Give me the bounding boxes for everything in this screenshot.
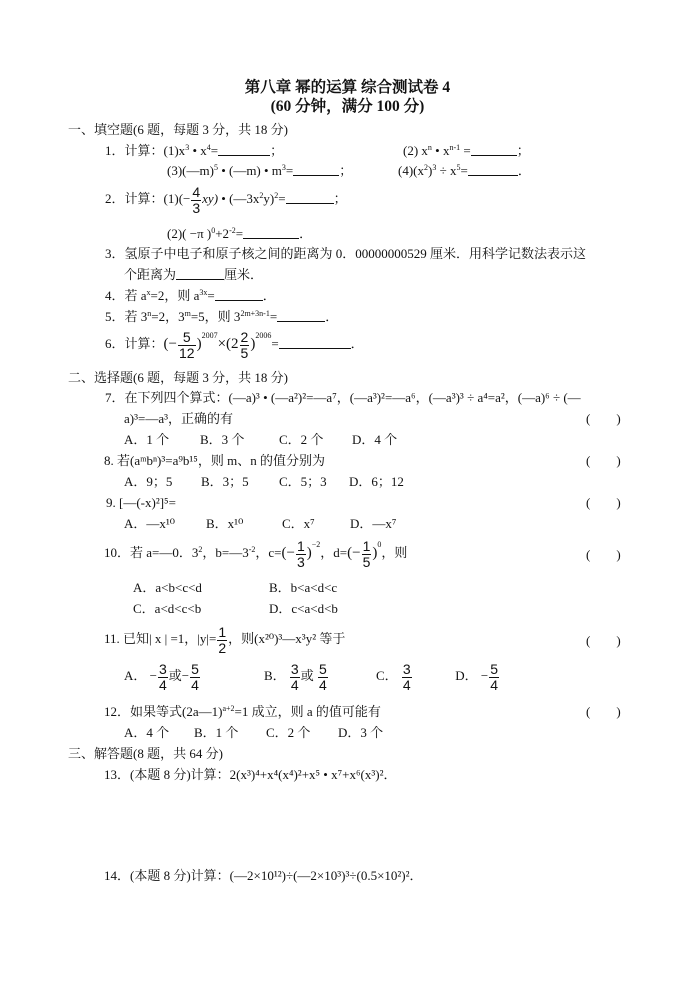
- exponent: 3: [281, 163, 286, 172]
- question-3-line-1: 3．氢原子中电子和原子核之间的距离为 0．00000000529 厘米．用科学记数法表示这: [105, 246, 587, 261]
- answer-paren-q7[interactable]: [586, 412, 621, 425]
- question-7-line-2: a)³=—a³，正确的有: [124, 411, 233, 426]
- sign: −: [149, 668, 157, 684]
- q6-text: (−: [163, 336, 177, 353]
- q2-label: 2．计算：: [105, 191, 164, 207]
- or-text: 或: [300, 668, 314, 684]
- fraction: [158, 662, 168, 692]
- question-1-part-1: [105, 143, 283, 157]
- q1-label: 1．计算：: [105, 143, 164, 158]
- option-b[interactable]: [264, 662, 376, 692]
- punct: ．: [299, 226, 313, 241]
- q2-p2-text: (2)( −π ): [167, 226, 212, 241]
- denominator: 12: [178, 344, 195, 361]
- fraction: [217, 625, 227, 655]
- answer-blank[interactable]: [471, 143, 517, 156]
- option-c[interactable]: C．5；3: [279, 474, 327, 489]
- option-b[interactable]: B．b<a<d<c: [269, 580, 338, 595]
- option-a[interactable]: A．9；5: [124, 474, 173, 489]
- question-6: [105, 330, 364, 360]
- q6-text: ): [196, 336, 202, 353]
- q6-label: 6．计算：: [105, 336, 164, 352]
- numerator: 4: [192, 184, 201, 200]
- answer-paren-q12[interactable]: [586, 705, 621, 718]
- q10-text: ，c=: [255, 545, 282, 561]
- numerator: 3: [402, 661, 411, 677]
- option-c[interactable]: C．2 个: [279, 432, 324, 447]
- paren-open: (: [586, 495, 591, 510]
- q4-text: 4．若 a: [105, 288, 147, 303]
- q2-p2-text: +2: [215, 226, 230, 241]
- numerator: 5: [490, 661, 499, 677]
- q2-p1-text: =: [278, 191, 286, 207]
- paren-close: ): [616, 411, 621, 426]
- numerator: 1: [296, 538, 305, 554]
- answer-blank[interactable]: [176, 267, 224, 280]
- answer-blank[interactable]: [277, 309, 325, 322]
- exponent: −2: [311, 540, 321, 550]
- q1-p4-text: (4)(x: [398, 163, 424, 178]
- question-10-options-row-1: [133, 581, 337, 594]
- q1-p1-text: (1)x: [163, 143, 186, 158]
- q4-text: =2，则 a: [150, 288, 200, 303]
- question-8: 8. 若(aᵐbⁿ)³=a⁹b¹⁵，则 m、n 的值分别为: [104, 453, 325, 468]
- option-b[interactable]: B．1 个: [194, 725, 239, 740]
- punct: ．: [517, 163, 531, 178]
- q12-text: 12．如果等式(2a—1): [104, 704, 223, 719]
- option-b[interactable]: B．x¹⁰: [206, 516, 244, 531]
- denominator: 4: [158, 676, 167, 693]
- paren-close: ): [616, 704, 621, 719]
- paren-open: (: [586, 633, 591, 648]
- exponent: x: [146, 288, 151, 297]
- paren-open: (: [586, 547, 591, 562]
- option-c[interactable]: C．x⁷: [282, 516, 315, 531]
- fraction: [191, 185, 201, 215]
- denominator: 4: [402, 676, 411, 693]
- exponent: 4: [206, 143, 211, 152]
- q1-p1-text: • x: [189, 143, 207, 158]
- question-10: [104, 539, 407, 569]
- fraction: [318, 662, 328, 692]
- exponent: 2: [274, 191, 279, 201]
- q10-text: (−: [347, 545, 361, 562]
- question-11: [104, 625, 345, 655]
- question-3-line-2: [124, 267, 263, 281]
- q10-text: ，d=: [320, 545, 348, 561]
- option-label: D．: [455, 668, 478, 684]
- q10-text: ): [372, 545, 378, 562]
- option-d[interactable]: [452, 661, 500, 693]
- numerator: 5: [178, 330, 196, 346]
- exponent: 2: [424, 163, 428, 172]
- answer-paren-q10[interactable]: [586, 548, 621, 561]
- q3-text: 厘米．: [224, 267, 264, 282]
- exponent: n-1: [449, 143, 461, 152]
- exponent: 2: [259, 191, 264, 201]
- q11-text: ，则(x²⁰)³—x³y² 等于: [228, 631, 346, 647]
- q6-text: =: [271, 336, 279, 352]
- answer-blank[interactable]: [218, 143, 270, 156]
- answer-blank[interactable]: [293, 163, 339, 176]
- paren-close: ): [616, 547, 621, 562]
- question-9: 9. [—(-x)²]⁵=: [106, 495, 176, 510]
- exponent: 5: [213, 163, 218, 172]
- q10-text: ): [306, 545, 312, 562]
- q2-p1-text: y): [263, 191, 275, 207]
- exponent: 2007: [201, 331, 218, 341]
- question-11-options: [124, 662, 500, 692]
- question-12-options: [124, 726, 383, 739]
- punct: ；: [339, 163, 353, 178]
- q5-text: 5．若 3: [105, 309, 148, 324]
- paren-close: ): [616, 453, 621, 468]
- punct: ．: [350, 336, 364, 352]
- exponent: a+2: [222, 704, 235, 713]
- numerator: 3: [158, 661, 167, 677]
- denominator: 4: [191, 676, 199, 693]
- punct: ．: [325, 309, 339, 324]
- option-d[interactable]: D．c<a<d<b: [269, 601, 338, 616]
- denominator: 3: [296, 553, 305, 570]
- denominator: 4: [290, 676, 299, 693]
- exponent: n: [427, 143, 432, 152]
- question-1-part-3: [167, 163, 352, 177]
- exponent: 0: [211, 226, 216, 235]
- denominator: 4: [490, 676, 499, 693]
- numerator: 2: [240, 329, 249, 345]
- q5-text: =5，则 3: [190, 309, 241, 324]
- option-a[interactable]: A．—x¹⁰: [124, 516, 175, 531]
- q6-text: ): [250, 336, 256, 353]
- option-d[interactable]: D．6；12: [349, 474, 404, 489]
- paren-close: ): [616, 633, 621, 648]
- paren-open: (: [586, 704, 591, 719]
- q1-p4-text: ÷ x: [436, 163, 457, 178]
- punct: ．: [262, 288, 276, 303]
- option-label: B．: [264, 668, 286, 684]
- answer-blank[interactable]: [215, 288, 263, 301]
- denominator: 4: [318, 676, 327, 693]
- option-c[interactable]: [376, 662, 452, 692]
- exponent: -2: [229, 226, 236, 235]
- option-label: C．: [376, 668, 398, 684]
- answer-paren-q11[interactable]: [586, 634, 621, 647]
- page-title: 第八章 幂的运算 综合测试卷 4: [244, 79, 451, 96]
- q2-p1-text: xy): [202, 191, 219, 207]
- or-text: 或: [168, 668, 182, 684]
- punct: ；: [516, 143, 530, 158]
- fraction: [290, 662, 300, 692]
- answer-paren-q8[interactable]: [586, 454, 621, 467]
- q1-p2-text: =: [460, 143, 471, 158]
- option-a[interactable]: A．a<b<c<d: [133, 580, 202, 595]
- exponent: 5: [456, 163, 461, 172]
- question-10-options-row-2: [133, 602, 338, 615]
- q1-p3-text: • (—m) • m: [217, 163, 282, 178]
- exponent: 3x: [199, 288, 208, 297]
- q10-text: ，b=—3: [202, 545, 249, 561]
- q1-p4-text: =: [460, 163, 468, 178]
- question-13: 13．(本题 8 分)计算：2(x³)⁴+x⁴(x⁴)²+x⁵ • x⁷+x⁶(x³)²．: [104, 767, 397, 782]
- question-9-options: [124, 517, 396, 530]
- q1-p1-text: =: [210, 143, 219, 158]
- exponent: 2m+3n-1: [240, 309, 270, 318]
- q10-text: (−: [281, 545, 295, 562]
- denominator: 3: [192, 199, 201, 216]
- option-d[interactable]: D．4 个: [352, 432, 398, 447]
- exponent: 3: [432, 163, 437, 172]
- question-5: [105, 309, 338, 323]
- option-a[interactable]: [124, 662, 264, 692]
- denominator: 2: [218, 639, 227, 656]
- question-8-options: [124, 475, 404, 488]
- option-a[interactable]: A．4 个: [124, 725, 170, 740]
- q2-p1-text: (−: [178, 191, 191, 207]
- punct: ；: [333, 191, 347, 207]
- fraction: [362, 539, 372, 569]
- option-d[interactable]: D．3 个: [338, 725, 384, 740]
- q10-text: 10．若 a=—0．3: [104, 545, 199, 561]
- question-14: 14．(本题 8 分)计算：(—2×10¹²)÷(—2×10³)³÷(0.5×10²)²．: [104, 868, 423, 883]
- q1-p2-text: (2) x: [403, 143, 428, 158]
- answer-blank[interactable]: [286, 191, 334, 204]
- option-c[interactable]: C．a<d<c<b: [133, 601, 202, 616]
- option-label: A．: [124, 668, 147, 684]
- answer-blank[interactable]: [468, 163, 518, 176]
- paren-open: (: [586, 411, 591, 426]
- section-heading-fill-blank: 一、填空题(6 题，每题 3 分，共 18 分): [68, 122, 288, 137]
- exponent: m: [184, 309, 191, 318]
- answer-blank[interactable]: [243, 226, 299, 239]
- denominator: 5: [240, 344, 249, 361]
- option-b[interactable]: B．3 个: [200, 432, 245, 447]
- punct: ；: [270, 143, 284, 158]
- option-d[interactable]: D．—x⁷: [350, 516, 397, 531]
- q6-text: ×(2: [217, 336, 239, 353]
- q5-text: =2，3: [151, 309, 185, 324]
- q3-text: 个距离为: [124, 267, 177, 282]
- q11-text: 11. 已知| x | =1，|y|=: [104, 631, 217, 647]
- q10-text: ，则: [381, 545, 408, 561]
- q2-p2-text: =: [235, 226, 244, 241]
- numerator: 3: [290, 661, 299, 677]
- exponent: 2: [198, 545, 203, 555]
- q1-p3-text: (3)(—m): [167, 163, 214, 178]
- option-a[interactable]: A．1 个: [124, 432, 170, 447]
- q12-text: =1 成立，则 a 的值可能有: [234, 704, 381, 719]
- q1-p4-text: ): [428, 163, 433, 178]
- page-subtitle: (60 分钟，满分 100 分): [270, 98, 425, 115]
- question-4: [105, 288, 276, 302]
- numerator: 5: [318, 661, 327, 677]
- fraction: [178, 330, 196, 360]
- paren-close: ): [616, 495, 621, 510]
- fraction: [402, 662, 412, 692]
- question-2-part-2: [167, 226, 312, 240]
- option-c[interactable]: C．2 个: [266, 725, 311, 740]
- question-1-part-2: [403, 143, 530, 157]
- q5-text: =: [269, 309, 278, 324]
- section-heading-multiple-choice: 二、选择题(6 题，每题 3 分，共 18 分): [68, 370, 288, 385]
- fraction: [190, 662, 200, 692]
- fraction: [489, 662, 499, 692]
- question-12: [104, 705, 381, 718]
- q4-text: =: [207, 288, 215, 303]
- exponent: -2: [248, 545, 256, 555]
- fraction: [240, 330, 250, 360]
- question-7-options: [124, 433, 397, 446]
- exponent: n: [147, 309, 152, 318]
- numerator: 1: [362, 538, 371, 554]
- q1-p3-text: =: [285, 163, 294, 178]
- answer-blank[interactable]: [279, 336, 351, 349]
- q2-p1-text: • (—3x: [218, 191, 260, 207]
- q1-p2-text: • x: [431, 143, 450, 158]
- question-1-part-4: [398, 163, 531, 177]
- question-2-part-1: [105, 185, 347, 215]
- question-7-line-1: 7．在下列四个算式：(—a)³ • (—a²)²=—a⁷，(—a³)²=—a⁶，(—a³)³ ÷ a⁴=a²，(—a)⁶ ÷ (—: [105, 390, 581, 405]
- q2-p1-text: (1): [163, 191, 179, 207]
- exponent: 0: [377, 540, 382, 550]
- exponent: 2006: [255, 331, 272, 341]
- denominator: 5: [362, 553, 371, 570]
- answer-paren-q9[interactable]: [586, 496, 621, 509]
- numerator: 1: [218, 624, 227, 640]
- sign: −: [480, 668, 489, 684]
- numerator: 5: [191, 661, 199, 677]
- sign: −: [181, 668, 190, 684]
- option-b[interactable]: B．3；5: [201, 474, 249, 489]
- paren-open: (: [586, 453, 591, 468]
- exponent: 3: [185, 143, 190, 152]
- section-heading-solve: 三、解答题(8 题，共 64 分): [68, 746, 223, 761]
- fraction: [296, 539, 306, 569]
